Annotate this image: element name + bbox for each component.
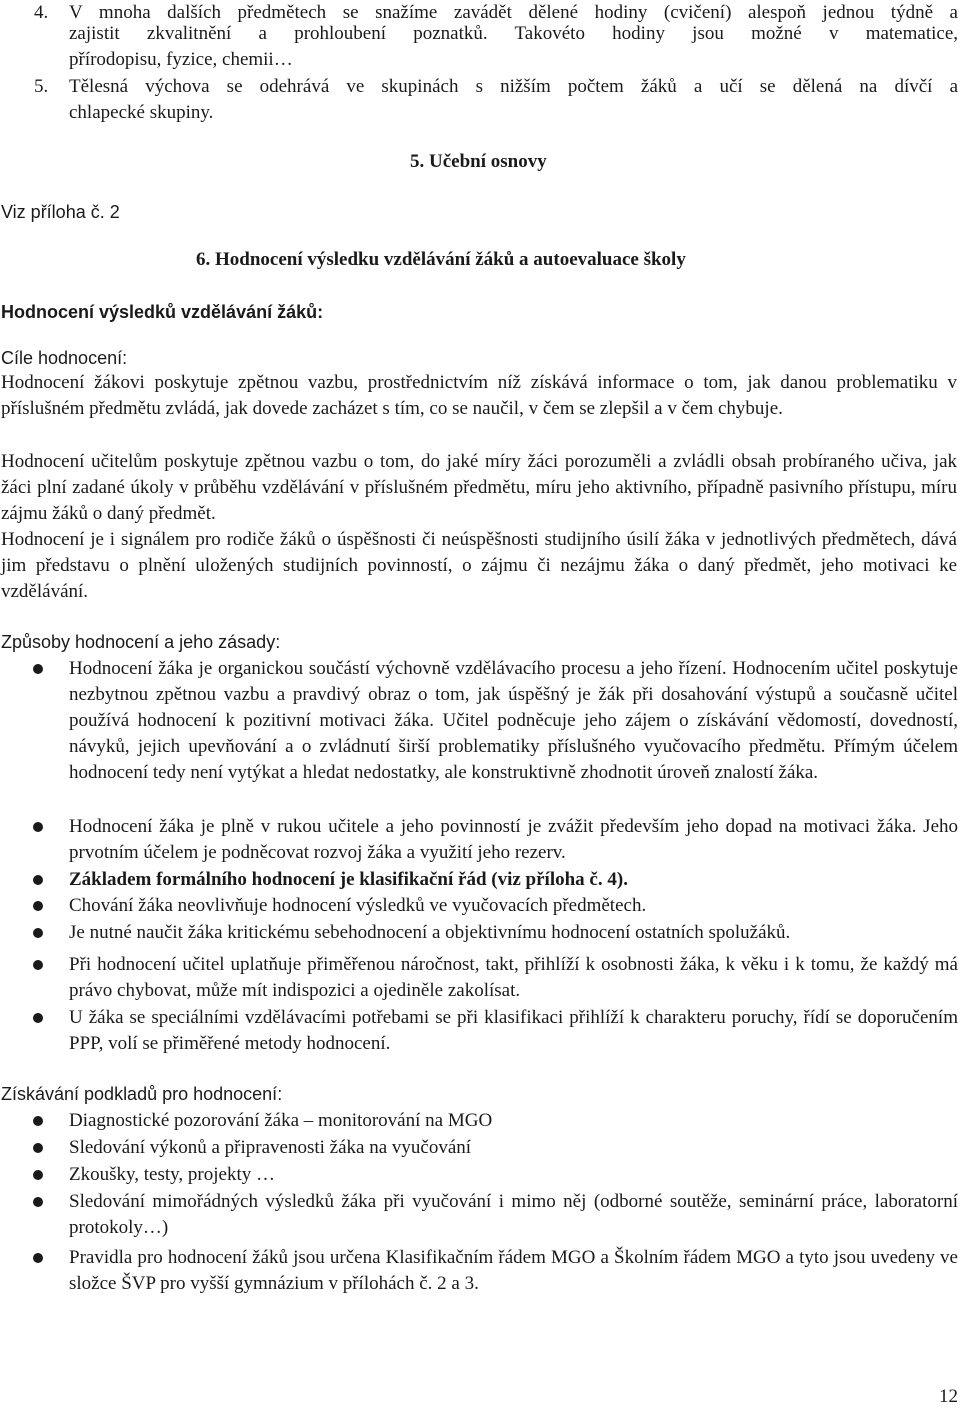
- goals-paragraph-2: Hodnocení učitelům poskytuje zpětnou vazbu o tom, do jaké míry žáci porozuměli a zvládli obsah probíraného učiva, jak žáci plní zadané úkoly v průběhu vzdělávání v příslušném předmětu, míru jeho aktivního, případně pasivního přístupu, míru zájmu žáků o daný předmět.: [1, 451, 957, 524]
- sources-item-2: Sledování výkonů a připravenosti žáka na vyučování: [69, 1137, 472, 1158]
- section-6-heading: 6. Hodnocení výsledku vzdělávání žáků a autoevaluace školy: [196, 249, 686, 270]
- methods-item-6: Při hodnocení učitel uplatňuje přiměřenou náročnost, takt, přihlíží k osobnosti žáka, k věku i k tomu, že každý má právo chybovat, může mít indispozici a ojediněle zakolísat.: [69, 954, 958, 1001]
- methods-item-3: Základem formálního hodnocení je klasifikační řád (viz příloha č. 4).: [69, 869, 628, 890]
- list-item-4-line-1: V mnoha dalších předmětech se snažíme zavádět dělené hodiny (cvičení) alespoň jednou týdně a: [69, 2, 958, 23]
- list-item-4-line-2: zajistit zkvalitnění a prohloubení poznatků. Takovéto hodiny jsou možné v matematice,: [69, 23, 958, 44]
- bullet-icon: [33, 928, 43, 938]
- sources-item-1: Diagnostické pozorování žáka – monitorování na MGO: [69, 1110, 493, 1131]
- sources-item-5: Pravidla pro hodnocení žáků jsou určena Klasifikačním řádem MGO a Školním řádem MGO a tyto jsou uvedeny ve složce ŠVP pro vyšší gymnázium v přílohách č. 2 a 3.: [69, 1247, 958, 1294]
- appendix-reference: Viz příloha č. 2: [1, 202, 120, 222]
- bullet-icon: [33, 1170, 43, 1180]
- sources-item-3: Zkoušky, testy, projekty …: [69, 1164, 275, 1185]
- list-number-5: 5.: [34, 76, 49, 97]
- list-item-5-line-1: Tělesná výchova se odehrává ve skupinách s nižším počtem žáků a učí se dělená na dívčí a: [69, 76, 958, 97]
- bullet-icon: [33, 664, 43, 674]
- section-5-heading: 5. Učební osnovy: [410, 151, 547, 172]
- methods-item-5: Je nutné naučit žáka kritickému sebehodnocení a objektivnímu hodnocení ostatních spolužáků.: [69, 922, 791, 943]
- results-subheading: Hodnocení výsledků vzdělávání žáků:: [1, 302, 324, 322]
- goals-label: Cíle hodnocení:: [1, 348, 128, 368]
- methods-item-7: U žáka se speciálními vzdělávacími potřebami se při klasifikaci přihlíží k charakteru poruchy, řídí se doporučením PPP, volí se přiměřené metody hodnocení.: [69, 1007, 958, 1054]
- bullet-icon: [33, 1013, 43, 1023]
- methods-label: Způsoby hodnocení a jeho zásady:: [1, 632, 281, 652]
- methods-item-4: Chování žáka neovlivňuje hodnocení výsledků ve vyučovacích předmětech.: [69, 895, 647, 916]
- list-item-5-line-2: chlapecké skupiny.: [69, 102, 214, 123]
- bullet-icon: [33, 1197, 43, 1207]
- bullet-icon: [33, 1143, 43, 1153]
- list-item-4-line-3: přírodopisu, fyzice, chemii…: [69, 49, 293, 70]
- goals-paragraph-1: Hodnocení žákovi poskytuje zpětnou vazbu, prostřednictvím níž získává informace o tom, jak danou problematiku v příslušném předmětu zvládá, jak dovede zacházet s tím, co se naučil, v čem se zlepšil a v čem chybuje.: [1, 372, 957, 419]
- bullet-icon: [33, 1116, 43, 1126]
- bullet-icon: [33, 1253, 43, 1263]
- bullet-icon: [33, 960, 43, 970]
- page-number: 12: [939, 1386, 958, 1407]
- bullet-icon: [33, 875, 43, 885]
- sources-label: Získávání podkladů pro hodnocení:: [1, 1084, 283, 1104]
- list-number-4: 4.: [34, 2, 49, 23]
- methods-item-2: Hodnocení žáka je plně v rukou učitele a jeho povinností je zvážit především jeho dopad na motivaci žáka. Jeho prvotním účelem je podněcovat rozvoj žáka a využití jeho rezerv.: [69, 816, 958, 863]
- methods-item-1: Hodnocení žáka je organickou součástí výchovně vzdělávacího procesu a jeho řízení. Hodnocením učitel poskytuje nezbytnou zpětnou vazbu a pravdivý obraz o tom, jak úspěšný je žák při dosahování výstupů a současně učitel používá hodnocení k pozitivní motivaci žáka. Učitel podněcuje jeho zájem o získávání vědomostí, dovedností, návyků, jejich upevňování a o zvládnutí širší problematiky příslušného vyučovacího předmětu. Přímým účelem hodnocení tedy není vytýkat a hledat nedostatky, ale konstruktivně zhodnotit úroveň znalostí žáka.: [69, 658, 958, 783]
- bullet-icon: [33, 822, 43, 832]
- bullet-icon: [33, 901, 43, 911]
- goals-paragraph-3: Hodnocení je i signálem pro rodiče žáků o úspěšnosti či neúspěšnosti studijního úsilí žáka v jednotlivých předmětech, dává jim představu o plnění uložených studijních povinností, o zájmu či nezájmu žáka o daný předmět, jeho motivaci ke vzdělávání.: [1, 529, 957, 602]
- sources-item-4: Sledování mimořádných výsledků žáka při vyučování i mimo něj (odborné soutěže, seminární práce, laboratorní protokoly…): [69, 1191, 958, 1238]
